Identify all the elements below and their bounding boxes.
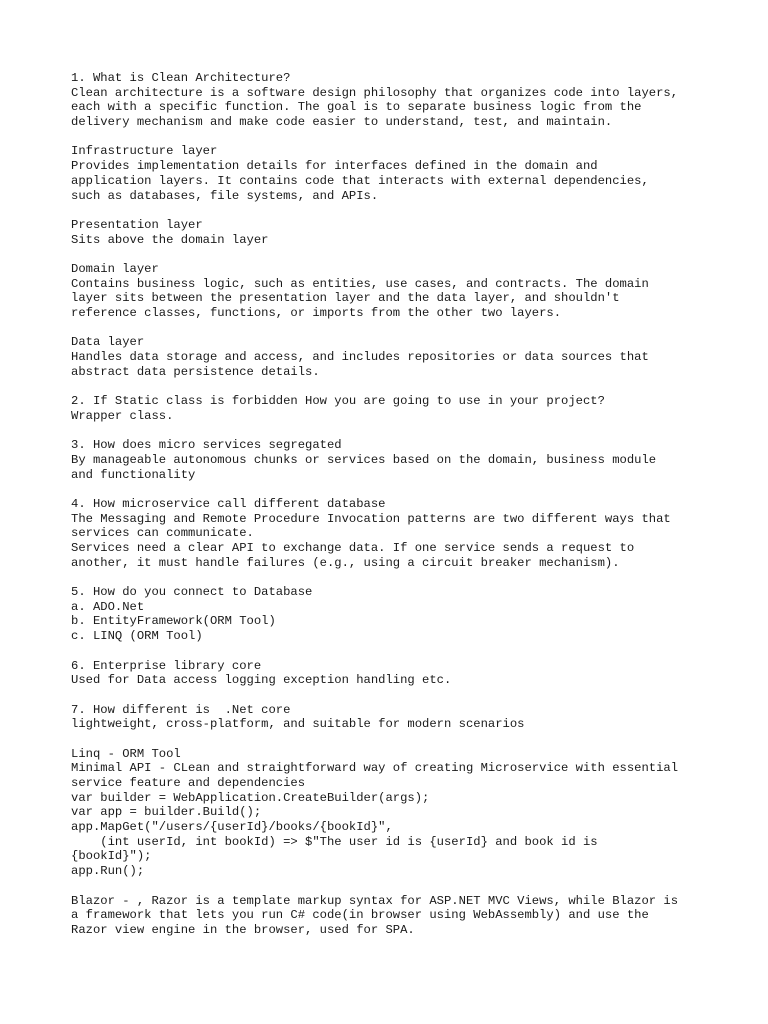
answer-line: Wrapper class. <box>71 408 174 423</box>
section-microservices-segregation <box>71 438 751 482</box>
question-heading: 7. How different is .Net core <box>71 702 291 717</box>
question-heading: 6. Enterprise library core <box>71 658 262 673</box>
question-heading: 4. How microservice call different database <box>71 496 386 511</box>
answer-line: Services need a clear API to exchange data. If one service sends a request to <box>71 541 635 555</box>
section-heading: Domain layer <box>71 261 159 276</box>
section-enterprise-library <box>71 659 751 688</box>
section-database-connection <box>71 585 751 644</box>
list-item: a. ADO.Net <box>71 599 145 614</box>
list-item: c. LINQ (ORM Tool) <box>71 629 203 644</box>
answer-line: reference classes, functions, or imports from the other two layers. <box>71 306 562 320</box>
answer-line: Provides implementation details for interfaces defined in the domain and <box>71 159 598 174</box>
section-minimal-api <box>71 747 751 879</box>
answer-line: Contains business logic, such as entities, use cases, and contracts. The domain <box>71 276 649 291</box>
question-heading: 2. If Static class is forbidden How you are going to use in your project? <box>71 394 605 409</box>
document-page <box>71 71 751 952</box>
answer-line: abstract data persistence details. <box>71 364 320 379</box>
answer-line: Sits above the domain layer <box>71 232 269 247</box>
section-clean-architecture <box>71 71 751 130</box>
answer-line: Razor view engine in the browser, used for SPA. <box>71 922 415 937</box>
answer-line: The Messaging and Remote Procedure Invocation patterns are two different ways that <box>71 511 671 526</box>
answer-line: Blazor - , Razor is a template markup syntax for ASP.NET MVC Views, while Blazor is <box>71 893 679 908</box>
section-heading: Data layer <box>71 335 145 350</box>
section-microservice-database <box>71 497 751 570</box>
answer-line: and functionality <box>71 467 196 482</box>
code-line: app.Run(); <box>71 864 145 879</box>
answer-line: each with a specific function. The goal is to separate business logic from the <box>71 100 642 115</box>
question-heading: 1. What is Clean Architecture? <box>71 71 291 85</box>
answer-line: Clean architecture is a software design philosophy that organizes code into layers, <box>71 85 679 100</box>
answer-line: Minimal API - CLean and straightforward way of creating Microservice with essential <box>71 761 679 776</box>
code-line: var app = builder.Build(); <box>71 805 262 820</box>
section-domain-layer <box>71 262 751 321</box>
answer-line: Handles data storage and access, and includes repositories or data sources that <box>71 350 649 365</box>
answer-line: layer sits between the presentation layer and the data layer, and shouldn't <box>71 291 620 306</box>
section-heading: Linq - ORM Tool <box>71 746 181 761</box>
answer-line: another, it must handle failures (e.g., using a circuit breaker mechanism). <box>71 555 620 570</box>
section-heading: Infrastructure layer <box>71 144 218 159</box>
section-presentation-layer <box>71 218 751 247</box>
section-net-core <box>71 703 751 732</box>
answer-line: delivery mechanism and make code easier to understand, test, and maintain. <box>71 115 613 130</box>
code-line: (int userId, int bookId) => $"The user id is {userId} and book id is <box>71 834 598 849</box>
answer-line: application layers. It contains code that interacts with external dependencies, <box>71 173 649 188</box>
section-data-layer <box>71 335 751 379</box>
question-heading: 5. How do you connect to Database <box>71 585 313 600</box>
answer-line: a framework that lets you run C# code(in browser using WebAssembly) and use the <box>71 908 649 923</box>
section-blazor <box>71 894 751 938</box>
question-heading: 3. How does micro services segregated <box>71 438 342 453</box>
section-heading: Presentation layer <box>71 217 203 232</box>
list-item: b. EntityFramework(ORM Tool) <box>71 614 276 629</box>
answer-line: services can communicate. <box>71 526 254 541</box>
code-line: var builder = WebApplication.CreateBuilder(args); <box>71 790 430 805</box>
answer-line: service feature and dependencies <box>71 776 306 790</box>
code-line: app.MapGet("/users/{userId}/books/{bookId}", <box>71 820 393 835</box>
section-infrastructure-layer <box>71 144 751 203</box>
code-line: {bookId}"); <box>71 849 152 864</box>
answer-line: By manageable autonomous chunks or services based on the domain, business module <box>71 452 657 467</box>
section-static-class <box>71 394 751 423</box>
answer-line: Used for Data access logging exception handling etc. <box>71 673 452 688</box>
answer-line: lightweight, cross-platform, and suitable for modern scenarios <box>71 717 525 732</box>
answer-line: such as databases, file systems, and APIs. <box>71 188 379 203</box>
